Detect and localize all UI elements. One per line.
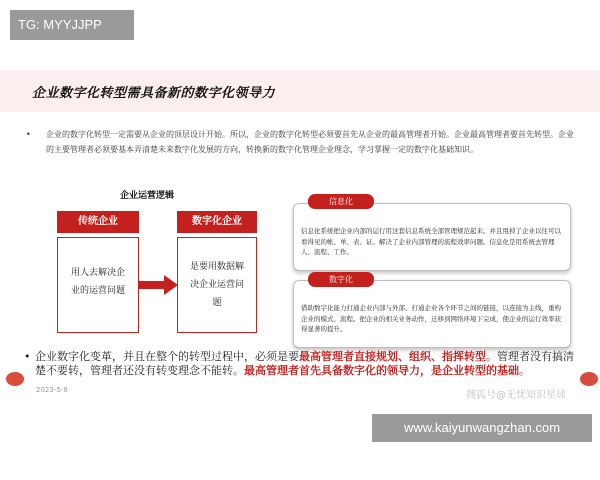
informatization-pill: 信息化 <box>308 194 374 209</box>
lantern-decoration-right <box>580 372 598 386</box>
logic-title: 企业运营逻辑 <box>120 191 175 201</box>
intro-bullet: • <box>26 130 31 139</box>
title-band <box>0 70 600 112</box>
intro-text: 企业的数字化转型一定需要从企业的顶层设计开始。所以，企业的数字化转型必须要首先从企业的最高管理者开始。企业最高管理者要首先转型。企业的主要管理者必须要基本弄清楚未来数字化发展的方向，转换新的数字化管理企业理念，学习掌握一定的数字化基础知识。 <box>46 130 574 154</box>
digital-body <box>177 237 257 333</box>
slide-title: 企业数字化转型需具备新的数字化领导力 <box>32 86 276 101</box>
bottom-text-1: 企业数字化变革，并且在整个的转型过程中，必须是要 <box>35 350 299 363</box>
traditional-line: 用人去解决企 <box>70 268 125 278</box>
site-url-banner[interactable]: www.kaiyunwangzhan.com <box>372 414 592 442</box>
bottom-paragraph <box>24 350 575 378</box>
digital-line: 是要用数据解 <box>189 262 244 272</box>
bottom-text-3: 。 <box>519 364 530 377</box>
bottom-text-2: 。管理者没有搞清楚不要转，管理者还没有转变理念不能转。 <box>35 350 574 377</box>
traditional-line: 业的运营问题 <box>70 286 125 296</box>
lantern-decoration-left <box>6 372 24 386</box>
informatization-text: 信息化系统把企业内部的运行用这套信息系统全部管理规范起来。并且甩掉了企业以往可以看得见的帐、单、表、证。解决了企业内部管理的流程效率问题。信息化是用系统去管理人、流程、工作。 <box>301 227 561 256</box>
bottom-highlight-2: 最高管理者首先具备数字化的领导力，是企业转型的基础 <box>244 364 519 377</box>
digitalization-pill: 数字化 <box>308 272 374 287</box>
right-arrow-icon <box>138 275 178 295</box>
traditional-header: 传统企业 <box>57 211 139 233</box>
digital-header: 数字化企业 <box>177 211 257 233</box>
digitalization-text: 借助数字化能力打通企业内部与外部、打通企业各个环节之间的链接，以连接为主线，重构企业的模式、流程。把企业的相关业务动作，迁移到网络环境下完成，使企业的运行效率获得显著的提升。 <box>301 304 561 333</box>
digital-line: 决企业运营问 <box>189 280 244 290</box>
bottom-highlight-1: 最高管理者直接规划、组织、指挥转型 <box>299 350 486 363</box>
digital-line: 题 <box>212 298 222 308</box>
intro-paragraph <box>26 127 574 157</box>
slide-date: 2023-5-8 <box>36 386 68 394</box>
tg-label: TG: MYYJJPP <box>10 10 134 40</box>
bottom-bullet: • <box>24 350 31 363</box>
digitalization-card <box>293 280 571 348</box>
informatization-card <box>293 203 571 271</box>
source-watermark: 搜狐号@无忧知识星球 <box>466 390 566 401</box>
traditional-body <box>57 237 139 333</box>
